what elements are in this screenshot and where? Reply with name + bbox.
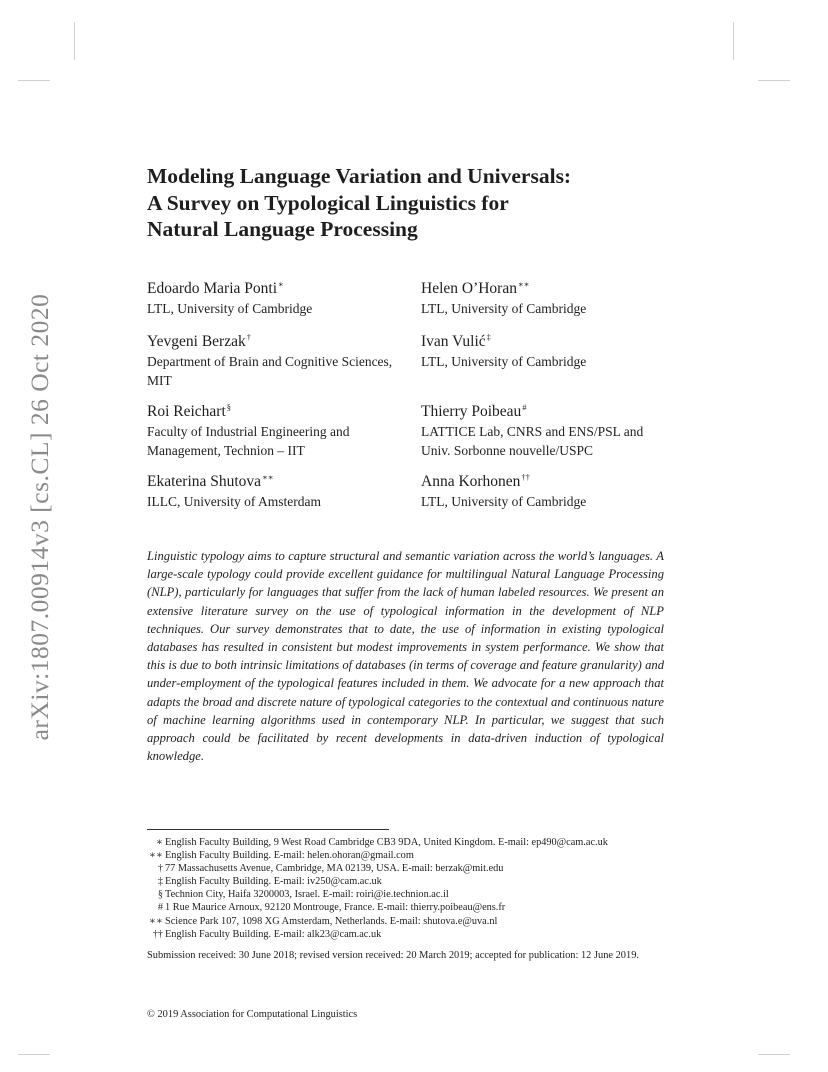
author-mark: § <box>226 402 232 412</box>
title-line: Modeling Language Variation and Universals: <box>147 164 572 188</box>
footnote <box>147 928 677 941</box>
footnote-mark: § <box>157 889 163 901</box>
author-block <box>421 472 671 512</box>
arxiv-stamp-text: arXiv:1807.00914v3 [cs.CL] 26 Oct 2020 <box>25 293 54 741</box>
author-name: Ivan Vulić‡ <box>421 332 491 350</box>
footnote <box>147 862 677 875</box>
author-mark: ∗∗ <box>262 472 274 482</box>
author-block <box>147 279 397 319</box>
author-block <box>421 402 671 460</box>
author-block <box>421 332 671 372</box>
crop-mark <box>758 80 790 81</box>
footnote-mark: ∗∗ <box>149 850 163 862</box>
author-name: Anna Korhonen†† <box>421 472 530 490</box>
title-line: Natural Language Processing <box>147 217 418 241</box>
author-name: Ekaterina Shutova∗∗ <box>147 472 274 490</box>
footnote-text: English Faculty Building. E-mail: alk23@cam.ac.uk <box>165 928 382 940</box>
footnote-mark: # <box>157 902 163 914</box>
footnote <box>147 901 677 914</box>
footnote-text: English Faculty Building, 9 West Road Cambridge CB3 9DA, United Kingdom. E-mail: ep490@cam.ac.uk <box>165 837 608 848</box>
author-affiliation: LTL, University of Cambridge <box>421 354 587 369</box>
author-block <box>147 402 397 460</box>
footnote-mark: ∗∗ <box>149 915 163 927</box>
author-name: Roi Reichart§ <box>147 402 232 420</box>
author-name: Edoardo Maria Ponti∗ <box>147 279 284 297</box>
author-mark: ‡ <box>486 332 491 342</box>
footnote-text: 1 Rue Maurice Arnoux, 92120 Montrouge, France. E-mail: thierry.poibeau@ens.fr <box>165 902 506 914</box>
footnote-text: Technion City, Haifa 3200003, Israel. E-mail: roiri@ie.technion.ac.il <box>165 889 449 901</box>
footnote-mark: † <box>157 863 163 875</box>
footnote-text: Science Park 107, 1098 XG Amsterdam, Netherlands. E-mail: shutova.e@uva.nl <box>165 915 498 927</box>
footnote <box>147 849 677 862</box>
footnote-text: English Faculty Building. E-mail: iv250@cam.ac.uk <box>165 876 382 888</box>
crop-mark <box>74 22 75 60</box>
author-name: Thierry Poibeau# <box>421 402 527 420</box>
author-block <box>147 472 397 512</box>
author-affiliation: Faculty of Industrial Engineering and Management, Technion – IIT <box>147 424 350 458</box>
footnote-mark: ‡ <box>157 876 163 888</box>
footnote-text: English Faculty Building. E-mail: helen.ohoran@gmail.com <box>165 850 414 862</box>
author-affiliation: LTL, University of Cambridge <box>421 494 587 509</box>
crop-mark <box>18 80 50 81</box>
crop-mark <box>758 1054 790 1055</box>
crop-mark <box>733 22 734 60</box>
footnotes <box>147 836 677 941</box>
author-affiliation: Department of Brain and Cognitive Sciences, MIT <box>147 354 393 388</box>
author-block <box>421 279 671 319</box>
abstract: Linguistic typology aims to capture structural and semantic variation across the world’s languages. A large-scale typology could provide excellent guidance for multilingual Natural Language Processing (NLP), particularly for languages that suffer from the lack of human labeled resources. We present an extensive literature survey on the use of typological information in the development of NLP techniques. Our survey demonstrates that to date, the use of information in existing typological databases has resulted in consistent but modest improvements in system performance. We show that this is due to both intrinsic limitations of databases (in terms of coverage and feature granularity) and under-employment of the typological features included in them. We advocate for a new approach that adapts the broad and discrete nature of typological categories to the contextual and continuous nature of machine learning algorithms used in contemporary NLP. In particular, we suggest that such approach could be facilitated by recent developments in data-driven induction of typological knowledge. <box>147 549 664 764</box>
paper-title <box>147 163 667 243</box>
footnote <box>147 888 677 901</box>
author-mark: †† <box>521 472 530 482</box>
author-affiliation: LATTICE Lab, CNRS and ENS/PSL and Univ. Sorbonne nouvelle/USPC <box>421 424 644 458</box>
author-mark: # <box>522 402 527 412</box>
author-affiliation: LTL, University of Cambridge <box>421 301 587 316</box>
author-affiliation: LTL, University of Cambridge <box>147 301 313 316</box>
copyright-notice: © 2019 Association for Computational Linguistics <box>147 1009 358 1020</box>
footnote-mark: †† <box>152 928 163 940</box>
author-mark: † <box>246 332 251 342</box>
footnote <box>147 875 677 888</box>
author-name: Yevgeni Berzak† <box>147 332 251 350</box>
author-name: Helen O’Horan∗∗ <box>421 279 530 297</box>
footnote <box>147 836 677 849</box>
footnote <box>147 915 677 928</box>
author-block <box>147 332 397 390</box>
author-affiliation: ILLC, University of Amsterdam <box>147 494 321 509</box>
footnote-text: 77 Massachusetts Avenue, Cambridge, MA 02139, USA. E-mail: berzak@mit.edu <box>165 863 504 875</box>
footnote-rule <box>147 829 389 830</box>
crop-mark <box>18 1054 50 1055</box>
submission-info: Submission received: 30 June 2018; revised version received: 20 March 2019; accepted for publication: 12 June 2019. <box>147 950 639 961</box>
author-mark: ∗ <box>278 279 284 289</box>
footnote-mark: ∗ <box>156 837 163 848</box>
title-line: A Survey on Typological Linguistics for <box>147 190 509 215</box>
author-mark: ∗∗ <box>517 279 530 289</box>
